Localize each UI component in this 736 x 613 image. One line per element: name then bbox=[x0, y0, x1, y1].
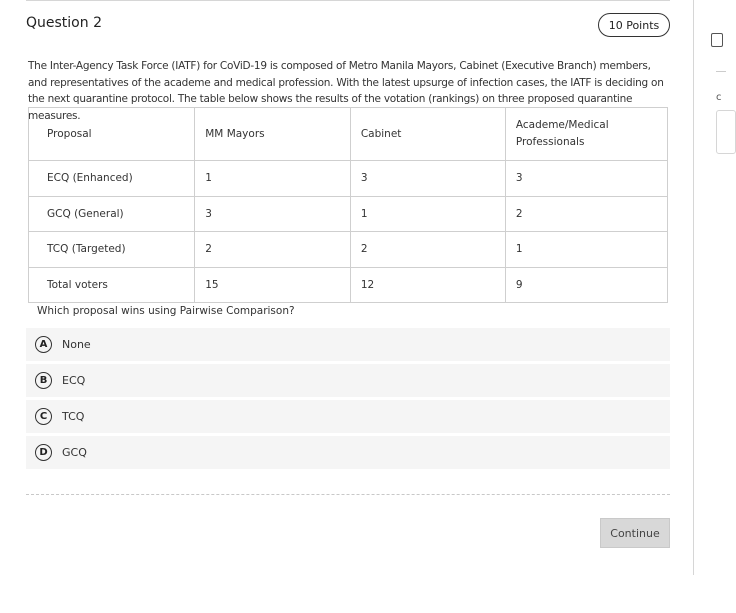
option-letter-icon: A bbox=[35, 336, 52, 353]
table-row bbox=[29, 161, 668, 197]
table-header-row bbox=[29, 108, 668, 161]
option-letter-icon: C bbox=[35, 408, 52, 425]
table-cell: 1 bbox=[350, 196, 505, 232]
side-panel-glyph: c bbox=[716, 92, 722, 103]
header-mm-mayors: MM Mayors bbox=[195, 108, 351, 161]
header-academe bbox=[505, 108, 667, 161]
table-cell: 9 bbox=[505, 267, 667, 303]
table-cell: 2 bbox=[195, 232, 351, 268]
header-academe-line1: Academe/Medical bbox=[515, 119, 609, 131]
document-icon[interactable] bbox=[711, 33, 723, 47]
option-label: TCQ bbox=[62, 410, 85, 423]
table-row bbox=[29, 267, 668, 303]
table-row bbox=[29, 232, 668, 268]
table-cell: 3 bbox=[350, 161, 505, 197]
table-cell: 2 bbox=[505, 196, 667, 232]
option-letter-icon: D bbox=[35, 444, 52, 461]
table-cell: 3 bbox=[195, 196, 351, 232]
option-letter-icon: B bbox=[35, 372, 52, 389]
table-cell: 15 bbox=[195, 267, 351, 303]
table-row bbox=[29, 196, 668, 232]
question-title: Question 2 bbox=[26, 15, 102, 31]
panel-divider bbox=[693, 0, 694, 575]
option-label: ECQ bbox=[62, 374, 86, 387]
option-label: None bbox=[62, 338, 91, 351]
side-panel-box[interactable] bbox=[716, 110, 736, 154]
question-prompt: The Inter-Agency Task Force (IATF) for CoViD-19 is composed of Metro Manila Mayors, Cabinet (Executive Branch) members, and representatives of the academe and medical profession. With the latest upsurge of infection cases, the IATF is deciding on the next quarantine protocol. The table below shows the results of the votation (rankings) on three proposed quarantine measures. bbox=[28, 60, 664, 122]
option-a[interactable] bbox=[26, 328, 670, 361]
table-cell: 12 bbox=[350, 267, 505, 303]
header-academe-line2: Professionals bbox=[515, 136, 585, 148]
top-divider bbox=[26, 0, 670, 1]
table-cell: 1 bbox=[195, 161, 351, 197]
continue-button[interactable]: Continue bbox=[600, 518, 670, 548]
table-cell: 2 bbox=[350, 232, 505, 268]
table-cell: TCQ (Targeted) bbox=[29, 232, 195, 268]
table-cell: GCQ (General) bbox=[29, 196, 195, 232]
points-badge: 10 Points bbox=[598, 13, 670, 37]
footer-divider bbox=[26, 494, 670, 495]
option-c[interactable] bbox=[26, 400, 670, 433]
question-ask: Which proposal wins using Pairwise Comparison? bbox=[37, 305, 295, 317]
header-proposal: Proposal bbox=[29, 108, 195, 161]
table-cell: 3 bbox=[505, 161, 667, 197]
side-divider bbox=[716, 71, 726, 72]
header-cabinet: Cabinet bbox=[350, 108, 505, 161]
votes-table bbox=[28, 107, 668, 303]
option-b[interactable] bbox=[26, 364, 670, 397]
table-cell: ECQ (Enhanced) bbox=[29, 161, 195, 197]
table-cell: Total voters bbox=[29, 267, 195, 303]
option-label: GCQ bbox=[62, 446, 87, 459]
table-cell: 1 bbox=[505, 232, 667, 268]
option-d[interactable] bbox=[26, 436, 670, 469]
